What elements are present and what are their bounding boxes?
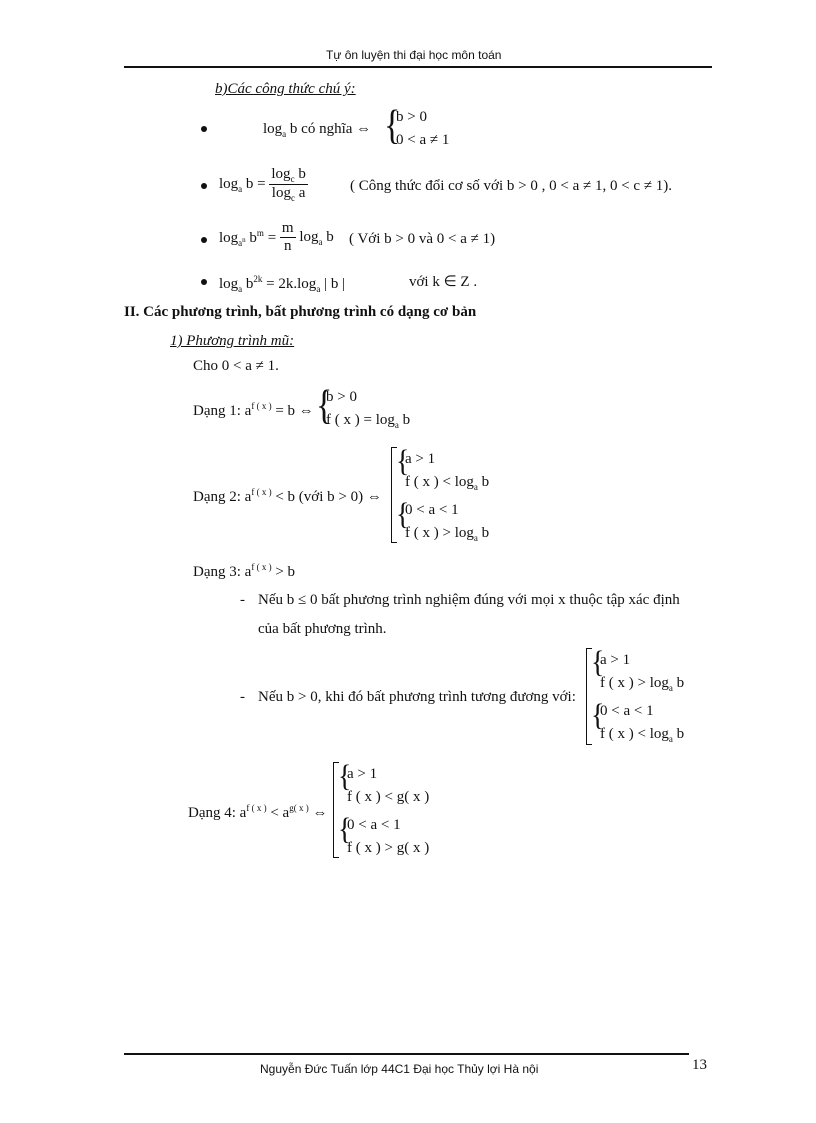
footer-author: Nguyễn Đức Tuấn lớp 44C1 Đại học Thủy lợi Hà nội: [260, 1062, 539, 1076]
dang-4-cond-2: f ( x ) < g( x ): [347, 789, 430, 805]
dang-3-brace-2: {: [591, 698, 605, 733]
footer-rule: [124, 1053, 689, 1055]
formula-1-cond-1: b > 0: [396, 109, 427, 125]
dang-2: Dạng 2: $a^{f ( x )} < b$ (với b > 0) ⇔: [193, 487, 382, 505]
dang-3-cond-3: 0 < a < 1: [600, 703, 654, 719]
dang-4: Dạng 4: $a^{f ( x )} < a^{g( x )}$ ⇔: [188, 803, 328, 821]
dang-3-item-1-line-2: của bất phương trình.: [258, 621, 387, 637]
dang-1-cond-1: b > 0: [326, 389, 357, 405]
dang-3-cond-4: f ( x ) < $\log_a b$: [600, 726, 685, 744]
page-header: Tự ôn luyện thi đại học môn toán: [326, 48, 502, 62]
page-number: 13: [692, 1057, 707, 1073]
bullet-4: [201, 279, 207, 285]
formula-3: $\log_{a^n} b^m$ = $\frac{m}{n}$ $\log_a b$: [219, 220, 334, 255]
dang-4-cond-1: a > 1: [347, 766, 378, 782]
dang-3-cond-1: a > 1: [600, 652, 631, 668]
formula-1: $\log_a b$ có nghĩa ⇔: [263, 121, 372, 139]
section-b-title: b)Các công thức chú ý:: [215, 81, 356, 97]
cho-line: Cho 0 < a ≠ 1.: [193, 358, 279, 374]
dang-3-dash-1: -: [240, 592, 245, 608]
subsection-1-title: 1) Phương trình mũ:: [170, 333, 295, 349]
dang-3-cond-2: f ( x ) > $\log_a b$: [600, 675, 685, 693]
formula-1-brace: {: [384, 103, 401, 148]
dang-4-brace-2: {: [338, 812, 352, 847]
dang-1-brace: {: [316, 383, 333, 428]
formula-3-note: ( Với b > 0 và 0 < a ≠ 1): [349, 231, 496, 247]
bullet-2: [201, 183, 207, 189]
bullet-3: [201, 237, 207, 243]
formula-1-cond-2: 0 < a ≠ 1: [396, 132, 450, 148]
dang-3: Dạng 3: $a^{f ( x )} > b$: [193, 562, 296, 580]
dang-4-brace-1: {: [338, 759, 352, 794]
formula-4-note: với k ∈ Z .: [409, 274, 478, 290]
dang-3-item-1-line-1: Nếu b ≤ 0 bất phương trình nghiệm đúng với mọi x thuộc tập xác định: [258, 592, 680, 608]
dang-3-brace-1: {: [591, 645, 605, 680]
dang-4-cond-3: 0 < a < 1: [347, 817, 401, 833]
dang-3-item-2: Nếu b > 0, khi đó bất phương trình tương đương với:: [258, 689, 576, 705]
dang-1: Dạng 1: $a^{f ( x )} = b$ ⇔: [193, 401, 314, 419]
dang-2-brace-1: {: [396, 444, 410, 479]
formula-4: $\log_a b^{2k} = 2k.\log_a$ | b |: [219, 274, 346, 294]
dang-2-cond-1: a > 1: [405, 451, 436, 467]
dang-4-cond-4: f ( x ) > g( x ): [347, 840, 430, 856]
section-II-title: II. Các phương trình, bất phương trình có dạng cơ bản: [124, 304, 477, 320]
dang-2-brace-2: {: [396, 497, 410, 532]
header-rule: [124, 66, 712, 68]
bullet-1: [201, 126, 207, 132]
dang-2-cond-4: f ( x ) > $\log_a b$: [405, 525, 490, 543]
formula-2-note: ( Công thức đổi cơ số với b > 0 , 0 < a ≠ 1, 0 < c ≠ 1).: [350, 178, 673, 194]
dang-2-cond-2: f ( x ) < $\log_a b$: [405, 474, 490, 492]
dang-3-dash-2: -: [240, 689, 245, 705]
dang-2-cond-3: 0 < a < 1: [405, 502, 459, 518]
dang-1-cond-2: f ( x ) = $\log_a b$: [326, 412, 411, 430]
formula-2: $\log_a b$ = $\frac{\log_c b}{\log_c a}$: [219, 166, 306, 204]
